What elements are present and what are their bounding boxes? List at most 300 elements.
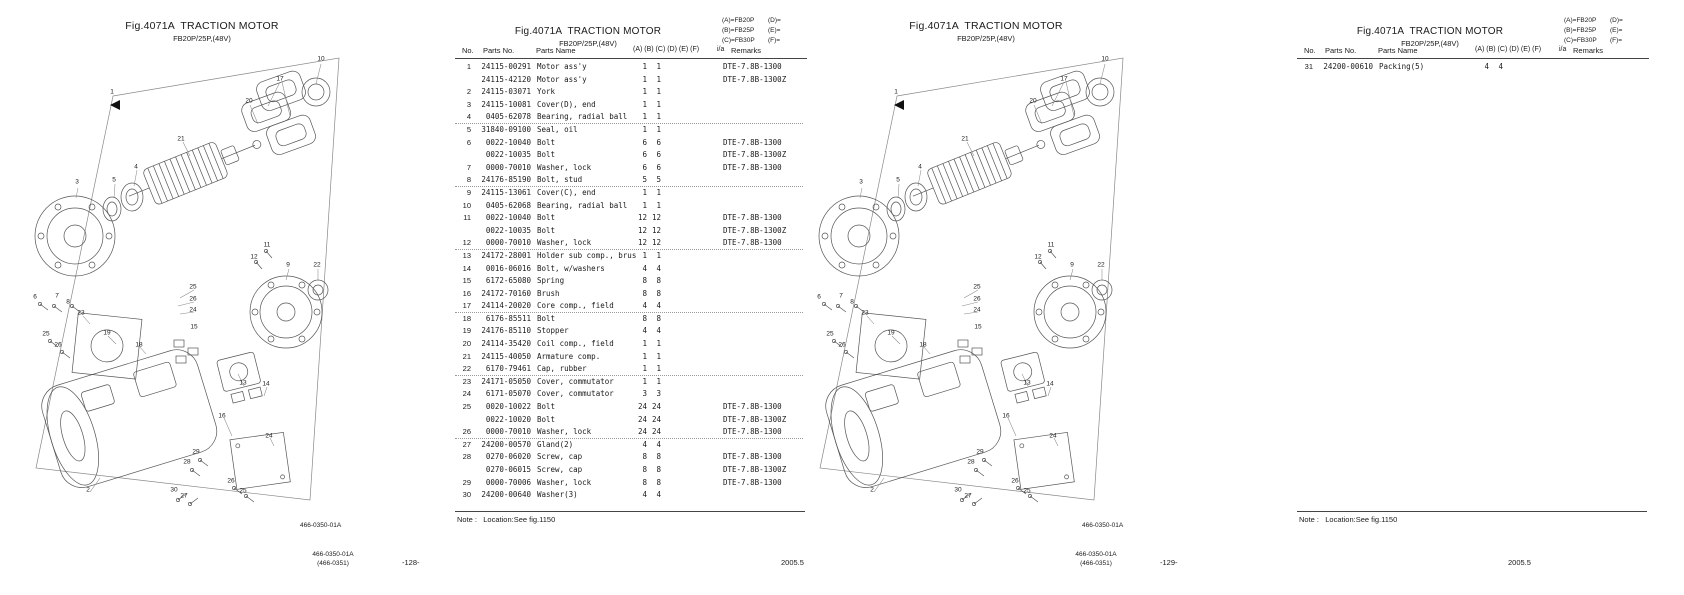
- model-legend: [1564, 16, 1623, 46]
- cell-qty-a: 1: [642, 112, 647, 122]
- table-row: [455, 61, 807, 74]
- header-remarks: Remarks: [1573, 46, 1604, 55]
- cell-item-no: 5: [466, 124, 471, 134]
- cell-parts-no: 24114-35420: [481, 339, 531, 349]
- cell-parts-no: 24200-00640: [481, 490, 531, 500]
- cell-qty-b: 8: [656, 276, 661, 286]
- cell-parts-no: 24115-40050: [481, 351, 531, 361]
- cell-item-no: 6: [466, 137, 471, 147]
- cell-item-no: 20: [462, 339, 471, 349]
- table-row: [455, 363, 807, 376]
- cell-item-no: 11: [463, 213, 471, 223]
- cell-remarks: DTE-7.8B-1300: [723, 402, 782, 412]
- cell-item-no: 28: [462, 452, 471, 462]
- table-row: [455, 187, 807, 200]
- cell-parts-name: Screw, cap: [537, 452, 583, 462]
- cell-item-no: 24: [462, 389, 471, 399]
- cell-qty-b: 8: [656, 477, 661, 487]
- cell-parts-no: 0000-70010: [485, 238, 531, 248]
- cell-qty-b: 1: [656, 364, 661, 374]
- cell-parts-name: Washer, lock: [537, 477, 592, 487]
- table-row: [455, 237, 807, 250]
- callout-20: 20: [1029, 97, 1037, 105]
- figure-title: Fig.4071A TRACTION MOTOR: [909, 20, 1063, 32]
- armature: [122, 125, 268, 213]
- cell-parts-no: 0022-10040: [485, 137, 531, 147]
- cell-qty-a: 8: [642, 452, 647, 462]
- cell-qty-a: 4: [642, 301, 647, 311]
- diagram-doc-number: 466-0350-01A: [300, 522, 342, 529]
- cell-qty-b: 1: [656, 62, 661, 71]
- cell-parts-no: 24115-00291: [481, 62, 531, 71]
- cell-item-no: 30: [462, 490, 471, 500]
- table-row: [455, 338, 807, 351]
- table-row: [455, 111, 807, 124]
- cell-qty-a: 1: [642, 376, 647, 386]
- callout-2: 2: [86, 486, 90, 494]
- leader-lines: [76, 64, 321, 492]
- parts-table: [455, 44, 807, 524]
- exploded-view-drawing: [28, 48, 373, 513]
- cell-item-no: 26: [462, 427, 471, 437]
- callout-24: 24: [265, 432, 273, 440]
- table-title: Fig.4071A TRACTION MOTOR: [1356, 26, 1504, 37]
- diagram-doc-number: 466-0350-01A: [1082, 522, 1124, 529]
- cell-qty-a: 12: [637, 225, 647, 235]
- callout-28: 28: [967, 458, 975, 466]
- catalog-page-right: [817, 0, 1684, 595]
- callout-3: 3: [75, 178, 79, 186]
- cell-qty-a: 1: [642, 74, 647, 84]
- callout-17: 17: [1060, 75, 1068, 83]
- callout-20: 20: [245, 97, 253, 105]
- cell-parts-name: Packing(5): [1379, 62, 1425, 71]
- callout-30: 30: [954, 486, 962, 494]
- cell-remarks: DTE-7.8B-1300Z: [723, 150, 787, 160]
- commutator-cover: [72, 313, 142, 379]
- cell-item-no: 1: [466, 62, 471, 71]
- table-subtitle: FB20P/25P,(48V): [1401, 39, 1459, 48]
- callout-13: 13: [239, 379, 247, 387]
- cell-qty-b: 6: [656, 162, 661, 172]
- page-number: -129-: [1160, 558, 1178, 567]
- cell-item-no: 17: [462, 301, 471, 311]
- cover-plate: [230, 432, 290, 489]
- callout-23: 23: [861, 309, 869, 317]
- cell-parts-no: 0022-10020: [485, 414, 531, 424]
- cell-qty-b: 1: [656, 376, 661, 386]
- figure-title: Fig.4071A TRACTION MOTOR: [125, 20, 279, 32]
- cell-parts-no: 0016-06016: [485, 263, 531, 273]
- cell-parts-no: 24114-20020: [481, 301, 531, 311]
- callout-27: 27: [180, 492, 188, 500]
- cell-qty-a: 1: [642, 339, 647, 349]
- cell-qty-b: 1: [656, 74, 661, 84]
- table-row: [455, 388, 807, 401]
- cell-qty-b: 4: [656, 301, 661, 311]
- callout-24: 24: [189, 306, 197, 314]
- cell-parts-no: 6176-85511: [485, 313, 531, 323]
- table-row: [455, 250, 807, 263]
- cell-qty-b: 4: [1498, 62, 1503, 71]
- cell-qty-a: 1: [642, 124, 647, 134]
- cell-qty-a: 1: [642, 62, 647, 71]
- diagram-frame: [36, 55, 339, 500]
- cell-qty-b: 8: [656, 465, 661, 474]
- cell-item-no: 19: [462, 326, 471, 336]
- cell-qty-a: 24: [637, 427, 647, 437]
- cell-qty-b: 4: [656, 439, 661, 449]
- cell-parts-name: Core comp., field: [537, 301, 614, 311]
- cell-qty-a: 6: [642, 162, 647, 172]
- callout-13: 13: [1023, 379, 1031, 387]
- cell-qty-a: 1: [642, 200, 647, 210]
- cell-remarks: DTE-7.8B-1300: [723, 62, 782, 71]
- cell-qty-b: 1: [656, 99, 661, 109]
- header-no: No.: [1304, 46, 1316, 55]
- callout-19: 19: [887, 329, 895, 337]
- cell-parts-no: 0022-10035: [485, 150, 531, 160]
- figure-subtitle: FB20P/25P,(48V): [957, 34, 1015, 43]
- cell-parts-name: Bolt: [537, 313, 556, 323]
- cell-remarks: DTE-7.8B-1300Z: [723, 414, 787, 424]
- legend-a: (A)=FB20P: [722, 17, 755, 24]
- cell-parts-name: Bolt: [537, 150, 556, 160]
- cell-parts-no: 0022-10035: [485, 225, 531, 235]
- cell-item-no: 27: [462, 439, 471, 449]
- cell-qty-a: 24: [637, 414, 647, 424]
- cell-parts-no: 6172-65080: [485, 276, 531, 286]
- cell-qty-a: 3: [642, 389, 647, 399]
- table-row: [455, 300, 807, 313]
- cell-item-no: 7: [466, 162, 471, 172]
- table-row: [455, 225, 807, 238]
- cell-qty-a: 1: [642, 87, 647, 97]
- cell-parts-no: 24200-00610: [1323, 62, 1373, 71]
- callout-25: 25: [973, 283, 981, 291]
- table-row: [455, 439, 807, 452]
- footer-doc-number-alt: (466-0351): [1080, 559, 1112, 567]
- table-row: [455, 288, 807, 301]
- legend-d: (D)=: [1610, 17, 1623, 24]
- cell-parts-name: Stopper: [537, 326, 569, 336]
- cell-parts-no: 31840-09100: [481, 124, 531, 134]
- cell-item-no: 3: [466, 99, 471, 109]
- figure-subtitle: FB20P/25P,(48V): [173, 34, 231, 43]
- callout-25: 25: [1023, 487, 1031, 495]
- cell-parts-name: Holder sub comp., brus: [537, 250, 637, 260]
- edition-date: 2005.5: [781, 558, 804, 567]
- callout-26: 26: [1011, 477, 1019, 485]
- callout-2: 2: [870, 486, 874, 494]
- cell-parts-no: 24176-85110: [481, 326, 531, 336]
- callout-30: 30: [170, 486, 178, 494]
- cell-qty-b: 12: [651, 225, 661, 235]
- cell-remarks: DTE-7.8B-1300: [723, 162, 782, 172]
- cell-qty-b: 4: [656, 490, 661, 500]
- cell-parts-no: 6171-05070: [485, 389, 531, 399]
- cell-parts-name: Bolt: [537, 137, 556, 147]
- callout-28: 28: [183, 458, 191, 466]
- cell-qty-a: 1: [642, 250, 647, 260]
- cell-qty-a: 4: [642, 326, 647, 336]
- cell-qty-b: 12: [651, 213, 661, 223]
- callout-26: 26: [838, 341, 846, 349]
- callout-14: 14: [1046, 380, 1054, 388]
- cell-remarks: DTE-7.8B-1300Z: [723, 465, 787, 474]
- cell-qty-a: 5: [642, 175, 647, 185]
- cell-parts-name: Bearing, radial ball: [537, 112, 628, 122]
- table-bottom-rule: [1297, 511, 1647, 512]
- cell-qty-a: 4: [1484, 62, 1489, 71]
- callout-9: 9: [286, 261, 290, 269]
- callout-21: 21: [961, 135, 969, 143]
- callout-5: 5: [112, 176, 116, 184]
- cell-parts-no: 24171-05050: [481, 376, 531, 386]
- header-ia: i/a: [1559, 46, 1567, 53]
- cell-parts-no: 24172-28001: [481, 250, 531, 260]
- table-subtitle: FB20P/25P,(48V): [559, 39, 617, 48]
- cell-parts-name: Motor ass'y: [537, 74, 587, 84]
- cell-qty-a: 1: [642, 364, 647, 374]
- callout-6: 6: [33, 293, 37, 301]
- cell-item-no: 23: [462, 376, 471, 386]
- legend-e: (E)=: [1610, 27, 1623, 34]
- cell-qty-b: 8: [656, 313, 661, 323]
- cell-item-no: 4: [466, 112, 471, 122]
- cell-parts-no: 24200-00570: [481, 439, 531, 449]
- callout-14: 14: [262, 380, 270, 388]
- table-row: [455, 313, 807, 326]
- cell-qty-a: 8: [642, 465, 647, 474]
- callout-16: 16: [218, 412, 226, 420]
- callout-15: 15: [190, 323, 198, 331]
- table-body: [455, 61, 807, 502]
- callout-11: 11: [1047, 241, 1055, 249]
- exploded-view-drawing: [812, 48, 1157, 513]
- cell-item-no: 16: [462, 288, 471, 298]
- cell-remarks: DTE-7.8B-1300Z: [723, 225, 787, 235]
- table-row: [455, 162, 807, 175]
- cell-parts-name: Brush: [537, 288, 560, 298]
- cell-parts-name: Washer, lock: [537, 162, 592, 172]
- cell-qty-a: 4: [642, 439, 647, 449]
- cell-remarks: DTE-7.8B-1300: [723, 452, 782, 462]
- page-number: -128-: [402, 558, 420, 567]
- callout-15: 15: [974, 323, 982, 331]
- callout-4: 4: [918, 163, 922, 171]
- table-row: [455, 263, 807, 276]
- cell-parts-name: Cap, rubber: [537, 364, 587, 374]
- cell-qty-b: 1: [656, 200, 661, 210]
- table-row: [455, 464, 807, 477]
- footer-doc-number-alt: (466-0351): [317, 559, 349, 567]
- cell-item-no: 25: [462, 402, 471, 412]
- cell-parts-name: Screw, cap: [537, 465, 583, 474]
- cell-item-no: 14: [462, 263, 471, 273]
- table-row: [455, 149, 807, 162]
- table-row: [455, 137, 807, 150]
- cell-item-no: 15: [462, 276, 471, 286]
- cell-item-no: 31: [1304, 62, 1313, 71]
- radial-bearing: [302, 78, 330, 106]
- cell-qty-a: 4: [642, 263, 647, 273]
- cell-qty-b: 24: [651, 427, 661, 437]
- cell-item-no: 22: [462, 364, 471, 374]
- motor-housing: [36, 341, 222, 493]
- cell-qty-a: 8: [642, 477, 647, 487]
- cell-item-no: 29: [462, 477, 471, 487]
- cell-qty-b: 4: [656, 326, 661, 336]
- cell-item-no: 8: [466, 175, 471, 185]
- armature: [906, 125, 1052, 213]
- table-row: [455, 489, 807, 502]
- callout-17: 17: [276, 75, 284, 83]
- callout-22: 22: [1097, 261, 1105, 269]
- motor-housing: [820, 341, 1006, 493]
- callout-18: 18: [919, 341, 927, 349]
- table-row: [455, 351, 807, 364]
- table-row: [455, 325, 807, 338]
- location-note: Note : Location:See fig.1150: [1299, 515, 1398, 524]
- cell-qty-b: 1: [656, 87, 661, 97]
- cell-parts-no: 0000-70010: [485, 162, 531, 172]
- table-bottom-rule: [455, 511, 805, 512]
- exploded-diagram: [812, 48, 1157, 513]
- cover-plate: [1014, 432, 1074, 489]
- legend-c: (C)=FB30P: [722, 37, 755, 44]
- callout-25: 25: [189, 283, 197, 291]
- cell-parts-name: Armature comp.: [537, 351, 601, 361]
- leader-lines: [860, 64, 1105, 492]
- location-note: Note : Location:See fig.1150: [457, 515, 556, 524]
- cell-qty-b: 6: [656, 150, 661, 160]
- cell-parts-name: Bolt, w/washers: [537, 263, 605, 273]
- cell-parts-no: 0020-10022: [485, 402, 531, 412]
- cell-parts-no: 0270-06020: [485, 452, 531, 462]
- cell-qty-a: 12: [637, 238, 647, 248]
- cell-qty-b: 8: [656, 288, 661, 298]
- rubber-cap: [308, 280, 328, 300]
- callout-25: 25: [826, 330, 834, 338]
- cell-parts-no: 0000-70010: [485, 427, 531, 437]
- callout-26: 26: [54, 341, 62, 349]
- cell-parts-name: Washer, lock: [537, 238, 592, 248]
- cell-parts-no: 0022-10040: [485, 213, 531, 223]
- cell-parts-name: Cover(D), end: [537, 99, 596, 109]
- cell-parts-name: Coil comp., field: [537, 339, 614, 349]
- legend-f: (F)=: [1610, 37, 1623, 44]
- cell-remarks: DTE-7.8B-1300: [723, 427, 782, 437]
- callout-29: 29: [192, 448, 200, 456]
- footer-doc-block: [1064, 551, 1128, 568]
- cell-parts-name: Cover, commutator: [537, 389, 614, 399]
- table-row: [455, 426, 807, 439]
- diagram-frame: [820, 55, 1123, 500]
- cell-qty-b: 1: [656, 351, 661, 361]
- cell-qty-b: 6: [656, 137, 661, 147]
- cell-remarks: DTE-7.8B-1300: [723, 137, 782, 147]
- callout-24: 24: [1049, 432, 1057, 440]
- header-parts-name: Parts Name: [1378, 46, 1418, 55]
- cell-qty-b: 1: [656, 339, 661, 349]
- callout-1: 1: [894, 88, 898, 96]
- commutator-cover: [856, 313, 926, 379]
- cell-parts-name: Bolt: [537, 225, 556, 235]
- radial-bearing: [1086, 78, 1114, 106]
- cell-parts-name: Cover, commutator: [537, 376, 614, 386]
- cell-parts-name: Spring: [537, 276, 565, 286]
- cell-qty-a: 6: [642, 150, 647, 160]
- callout-11: 11: [263, 241, 271, 249]
- callout-6: 6: [817, 293, 821, 301]
- figure-title-block: [92, 20, 312, 43]
- cell-parts-name: York: [537, 87, 556, 97]
- cell-parts-no: 6170-79461: [485, 364, 531, 374]
- table-title: Fig.4071A TRACTION MOTOR: [514, 26, 662, 37]
- cell-qty-a: 1: [642, 351, 647, 361]
- table-row: [455, 74, 807, 87]
- cell-qty-b: 8: [656, 452, 661, 462]
- cell-qty-b: 1: [656, 187, 661, 197]
- table-row: [455, 99, 807, 112]
- callout-5: 5: [896, 176, 900, 184]
- cell-parts-no: 24115-13061: [481, 187, 531, 197]
- cell-parts-name: Bolt, stud: [537, 175, 583, 185]
- table-row: [455, 86, 807, 99]
- cell-item-no: 9: [466, 187, 471, 197]
- cell-parts-no: 24172-70160: [481, 288, 531, 298]
- cell-qty-a: 8: [642, 288, 647, 298]
- cell-qty-a: 12: [637, 213, 647, 223]
- cell-parts-name: Bolt: [537, 414, 556, 424]
- header-qty-columns: (A) (B) (C) (D) (E) (F): [633, 46, 700, 53]
- cell-parts-name: Gland(2): [537, 439, 574, 449]
- callout-1: 1: [110, 88, 114, 96]
- header-rule: [1297, 58, 1649, 59]
- cell-qty-a: 8: [642, 276, 647, 286]
- cell-qty-a: 6: [642, 137, 647, 147]
- cell-qty-a: 1: [642, 187, 647, 197]
- callout-24: 24: [973, 306, 981, 314]
- table-row: [455, 376, 807, 389]
- table-row: [455, 174, 807, 187]
- cell-item-no: 2: [466, 87, 471, 97]
- cell-remarks: DTE-7.8B-1300: [723, 213, 782, 223]
- cell-qty-b: 24: [651, 414, 661, 424]
- end-cover-c: [1034, 276, 1106, 348]
- cell-parts-name: Washer, lock: [537, 427, 592, 437]
- cell-item-no: 12: [462, 238, 471, 248]
- cell-parts-name: Bolt: [537, 402, 556, 412]
- table-row: [455, 414, 807, 427]
- cell-qty-b: 5: [656, 175, 661, 185]
- legend-a: (A)=FB20P: [1564, 17, 1597, 24]
- cell-item-no: 10: [462, 200, 471, 210]
- cell-qty-a: 8: [642, 313, 647, 323]
- callout-21: 21: [177, 135, 185, 143]
- footer-doc-block: [301, 551, 365, 568]
- callout-7: 7: [55, 292, 59, 300]
- cell-parts-name: Seal, oil: [537, 124, 578, 134]
- cell-parts-no: 0405-62068: [485, 200, 531, 210]
- cell-parts-name: Bearing, radial ball: [537, 200, 628, 210]
- cell-qty-b: 4: [656, 263, 661, 273]
- table-row: [455, 477, 807, 490]
- figure-title-block: [876, 20, 1096, 43]
- cell-parts-name: Washer(3): [537, 490, 578, 500]
- edition-date: 2005.5: [1508, 558, 1531, 567]
